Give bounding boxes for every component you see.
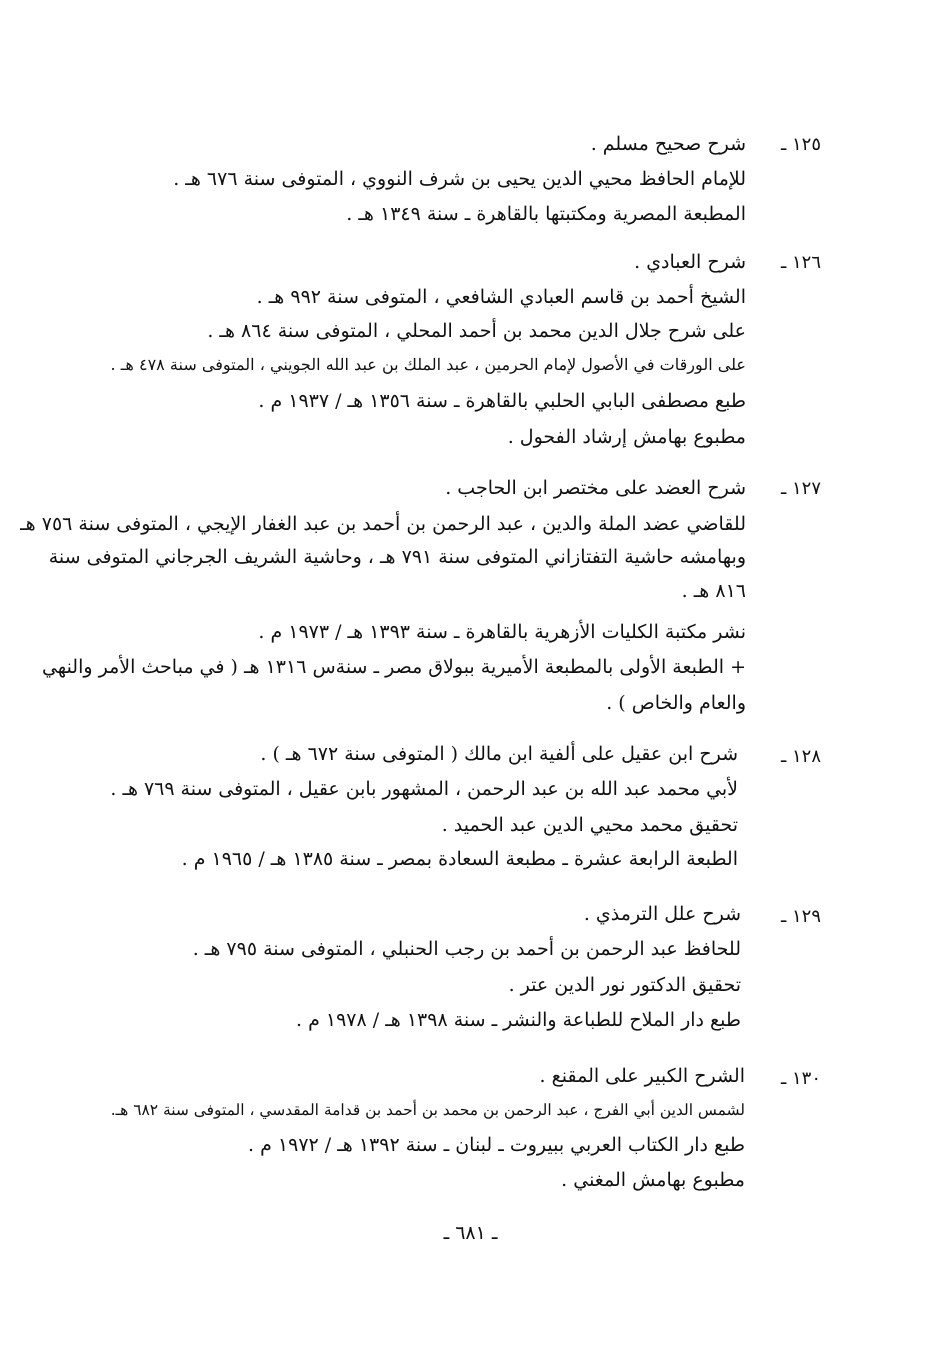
entry-title: شرح العضد على مختصر ابن الحاجب .	[445, 477, 746, 499]
page-number: ـ ٦٨١ ـ	[443, 1222, 498, 1244]
entry-line: على شرح جلال الدين محمد بن أحمد المحلي ، المتوفى سنة ٨٦٤ هـ .	[207, 320, 746, 342]
entry-line: للحافظ عبد الرحمن بن أحمد بن رجب الحنبلي ، المتوفى سنة ٧٩٥ هـ .	[192, 938, 741, 960]
entry-line: لأبي محمد عبد الله بن عبد الرحمن ، المشهور بابن عقيل ، المتوفى سنة ٧٦٩ هـ .	[110, 778, 738, 800]
entry-line: طبع دار الكتاب العربي ببيروت ـ لبنان ـ سنة ١٣٩٢ هـ / ١٩٧٢ م .	[248, 1134, 745, 1156]
entry-title: شرح العبادي .	[634, 251, 746, 273]
entry-line: نشر مكتبة الكليات الأزهرية بالقاهرة ـ سنة ١٣٩٣ هـ / ١٩٧٣ م .	[258, 621, 746, 643]
entry-line: المطبعة المصرية ومكتبتها بالقاهرة ـ سنة ١٣٤٩ هـ .	[346, 203, 746, 225]
entry-line: تحقيق الدكتور نور الدين عتر .	[508, 974, 741, 996]
entry-number: ١٢٧ ـ	[780, 478, 821, 499]
entry-number: ١٢٨ ـ	[780, 746, 821, 767]
entry-line: مطبوع بهامش إرشاد الفحول .	[507, 426, 746, 448]
entry-number: ١٢٩ ـ	[780, 906, 821, 927]
entry-number: ١٣٠ ـ	[780, 1068, 821, 1089]
entry-line: للقاضي عضد الملة والدين ، عبد الرحمن بن أحمد بن عبد الغفار الإيجي ، المتوفى سنة ٧٥٦ هـ	[20, 513, 746, 535]
entry-title: شرح ابن عقيل على ألفية ابن مالك ( المتوفى سنة ٦٧٢ هـ ) .	[260, 743, 738, 765]
entry-line: الطبعة الرابعة عشرة ـ مطبعة السعادة بمصر ـ سنة ١٣٨٥ هـ / ١٩٦٥ م .	[181, 848, 738, 870]
entry-line: طبع مصطفى البابي الحلبي بالقاهرة ـ سنة ١٣٥٦ هـ / ١٩٣٧ م .	[258, 390, 746, 412]
entry-line: والعام والخاص ) .	[606, 692, 746, 714]
entry-title: الشرح الكبير على المقنع .	[539, 1065, 745, 1087]
entry-line: للإمام الحافظ محيي الدين يحيى بن شرف النووي ، المتوفى سنة ٦٧٦ هـ .	[173, 168, 746, 190]
entry-line: وبهامشه حاشية التفتازاني المتوفى سنة ٧٩١ هـ ، وحاشية الشريف الجرجاني المتوفى سنة	[48, 546, 746, 568]
entry-title: شرح علل الترمذي .	[583, 903, 741, 925]
entry-line: ٨١٦ هـ .	[681, 580, 746, 602]
entry-title: شرح صحيح مسلم .	[590, 133, 746, 155]
entry-line: + الطبعة الأولى بالمطبعة الأميرية ببولاق مصر ـ سنةس ١٣١٦ هـ ( في مباحث الأمر والنهي	[41, 656, 746, 678]
entry-line: مطبوع بهامش المغني .	[561, 1169, 745, 1191]
entry-line: على الورقات في الأصول لإمام الحرمين ، عبد الملك بن عبد الله الجويني ، المتوفى سنة ٤٧٨ هـ .	[110, 355, 746, 374]
entry-line: الشيخ أحمد بن قاسم العبادي الشافعي ، المتوفى سنة ٩٩٢ هـ .	[256, 286, 746, 308]
entry-line: تحقيق محمد محيي الدين عبد الحميد .	[441, 814, 738, 836]
entry-number: ١٢٥ ـ	[780, 134, 821, 155]
entry-number: ١٢٦ ـ	[780, 252, 821, 273]
entry-line: لشمس الدين أبي الفرج ، عبد الرحمن بن محمد بن أحمد بن قدامة المقدسي ، المتوفى سنة ٦٨٢ هـ.	[110, 1101, 745, 1119]
entry-line: طبع دار الملاح للطباعة والنشر ـ سنة ١٣٩٨ هـ / ١٩٧٨ م .	[296, 1009, 741, 1031]
